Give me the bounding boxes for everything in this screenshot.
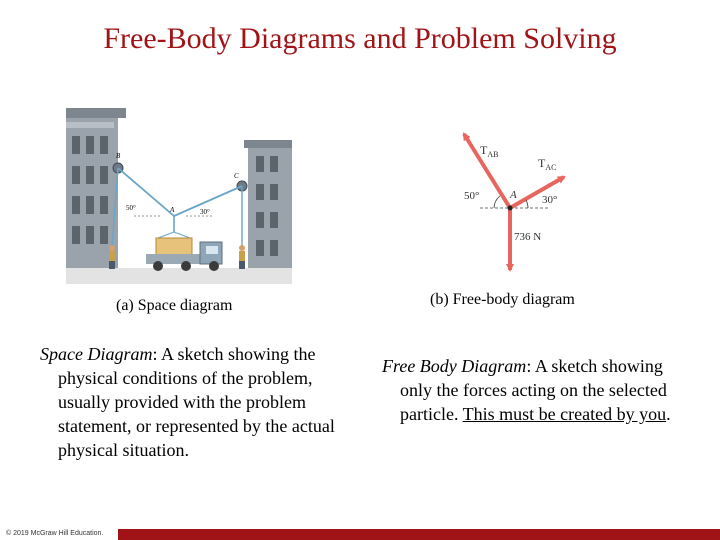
worker-right — [239, 245, 245, 269]
slide-title: Free-Body Diagrams and Problem Solving — [103, 22, 617, 55]
space-diagram-illustration — [66, 108, 292, 284]
free-body-description — [382, 354, 692, 426]
free-body-diagram-caption: (b) Free-body diagram — [430, 291, 575, 308]
free-body-end: . — [666, 404, 671, 424]
particle-a — [508, 206, 513, 211]
label-a: A — [170, 206, 175, 214]
free-body-diagram — [440, 122, 590, 280]
label-b: B — [116, 152, 121, 160]
label-tab: $T_{AB}$ — [480, 143, 499, 159]
label-a: A — [510, 189, 517, 201]
space-angle-right: 30° — [200, 208, 210, 216]
space-diagram-description — [40, 342, 350, 462]
label-weight: 736 N — [514, 231, 542, 243]
ground — [66, 268, 292, 284]
label-tac: $T_{AC}$ — [538, 156, 557, 172]
fbd-angle-right: 30° — [542, 194, 558, 206]
label-c: C — [234, 172, 239, 180]
space-diagram-definition: : A sketch showing the physical conditions of the problem, usually provided with the problem statement, or represented by the actual physical situation. — [58, 344, 335, 460]
space-angle-left: 50° — [126, 204, 136, 212]
right-building — [244, 140, 292, 268]
free-body-emphasis: This must be created by you — [462, 404, 667, 424]
copyright-notice: © 2019 McGraw Hill Education. — [6, 530, 104, 537]
free-body-term: Free Body Diagram — [382, 356, 527, 376]
space-diagram-caption: (a) Space diagram — [116, 297, 233, 314]
free-body-definition: : A sketch showing only the forces acting on the selected particle. — [400, 356, 667, 424]
space-diagram-term: Space Diagram — [40, 344, 153, 364]
worker-left — [109, 245, 115, 269]
fbd-angle-left: 50° — [464, 190, 480, 202]
